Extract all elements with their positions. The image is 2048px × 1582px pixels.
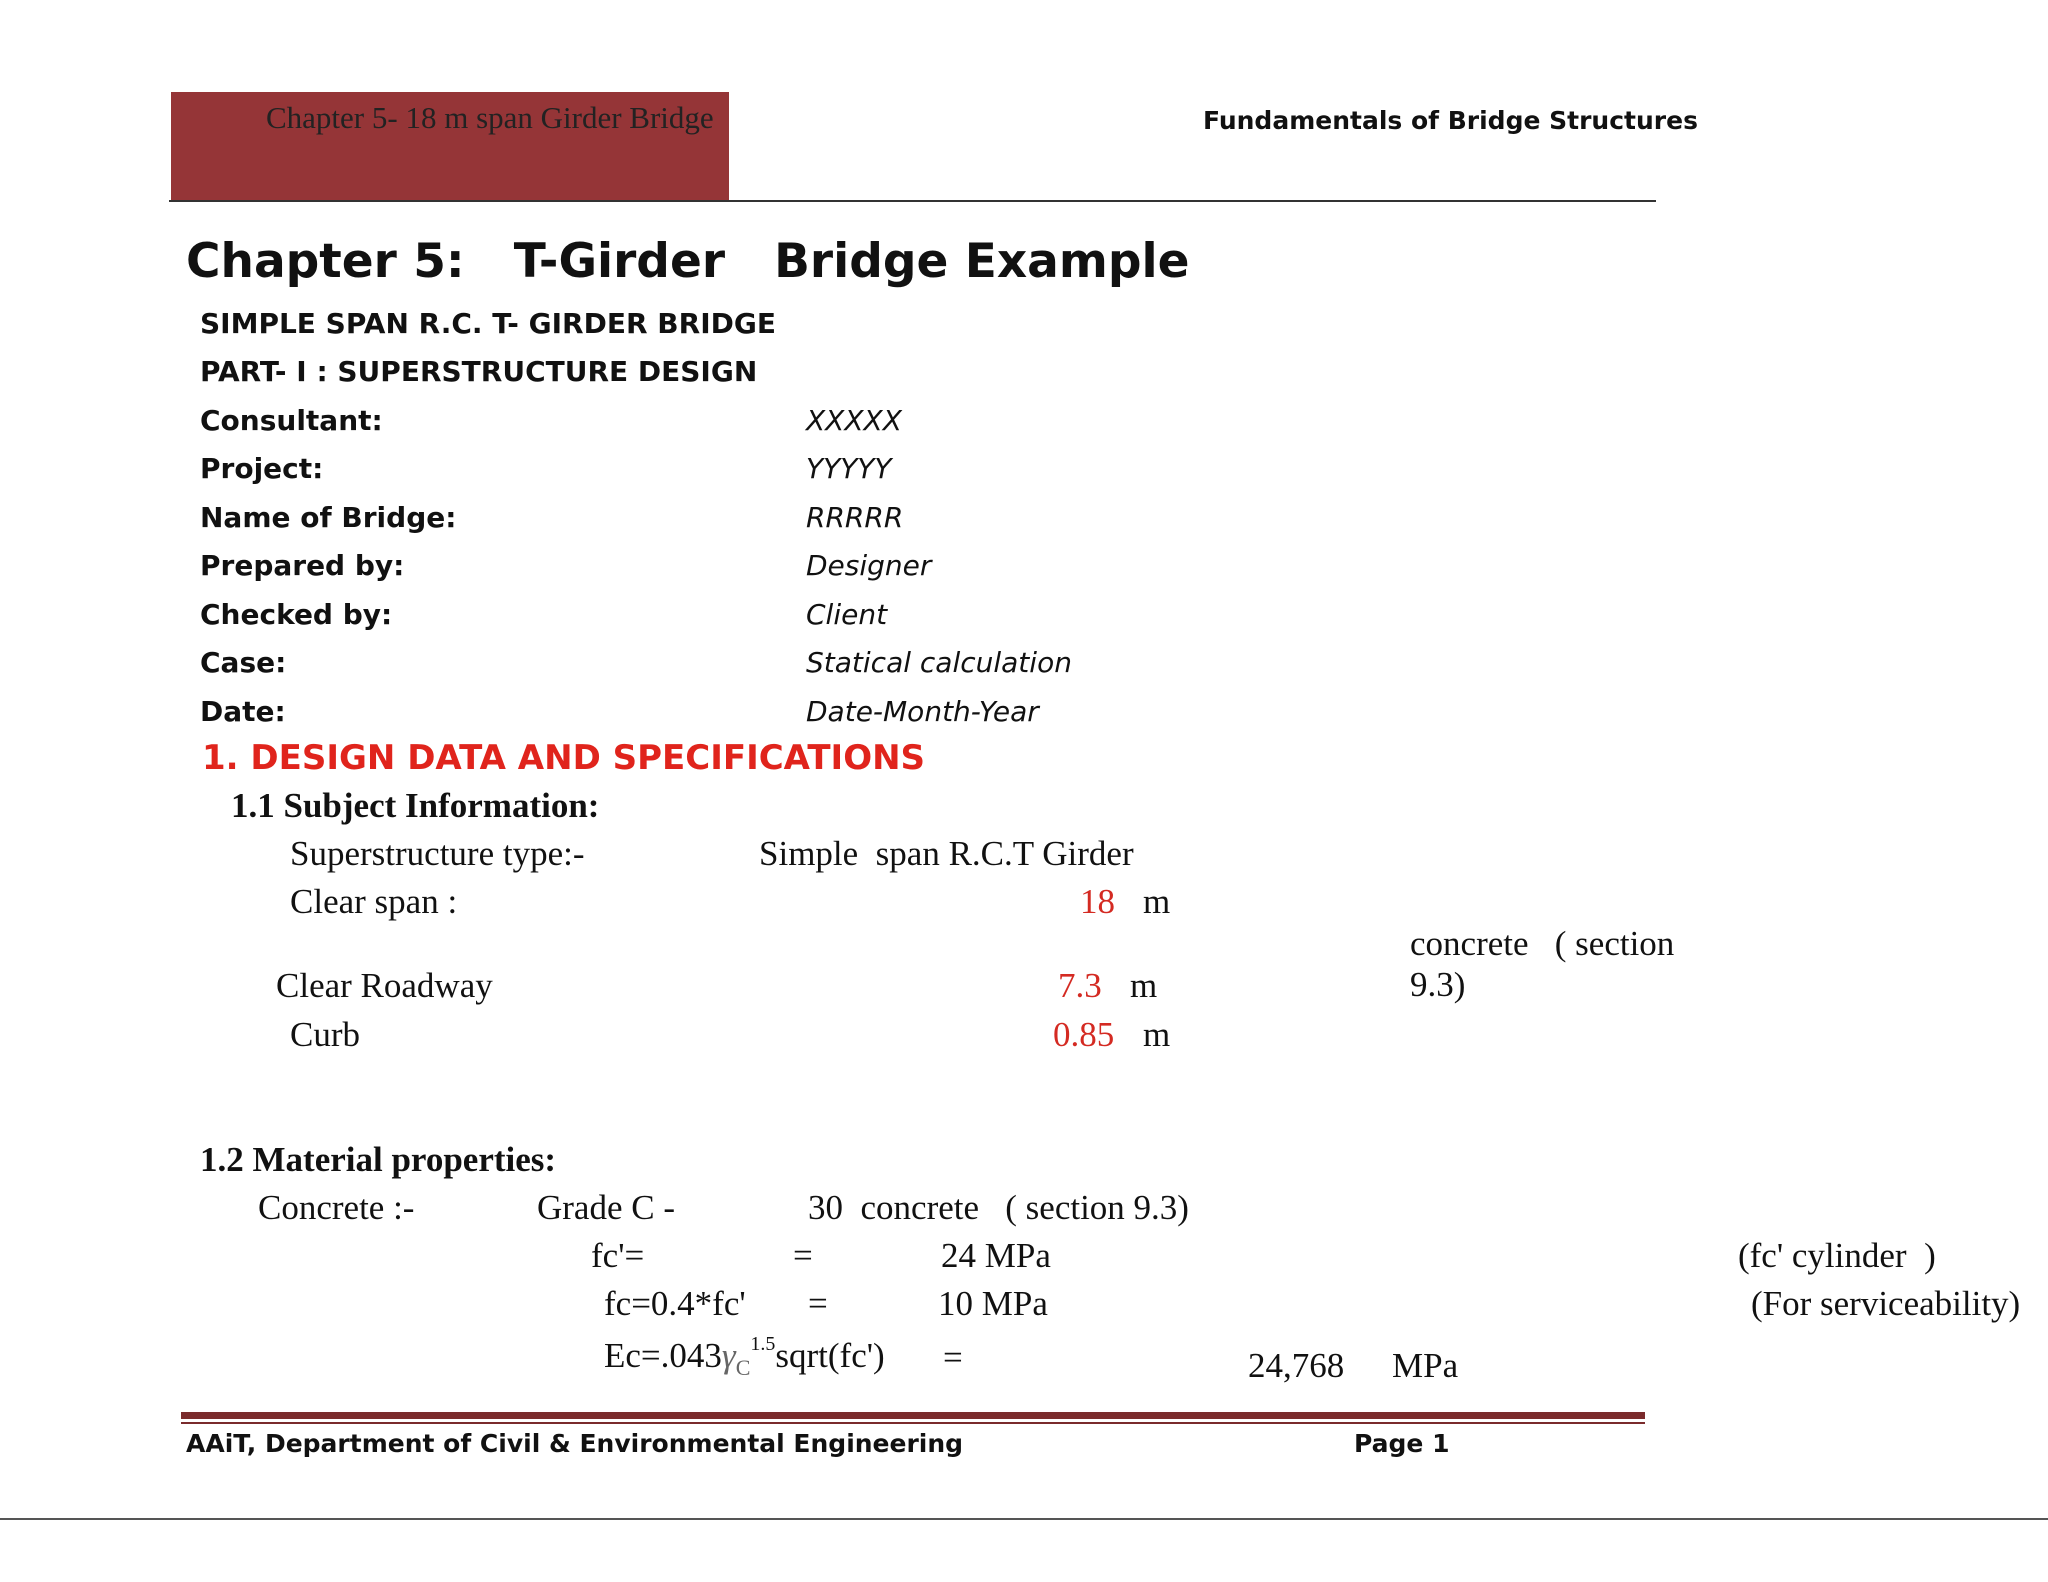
header-chapter-text: Chapter 5- 18 m span Girder Bridge <box>266 100 714 135</box>
info-value-date: Date-Month-Year <box>806 695 1039 728</box>
ec-formula-prefix: Ec=.043 <box>604 1336 722 1375</box>
clear-span-label: Clear span : <box>290 882 458 921</box>
info-value-checked-by: Client <box>806 598 888 631</box>
ec-formula-suffix: sqrt(fc') <box>775 1336 885 1375</box>
ec-formula <box>604 1333 885 1381</box>
subsection-heading-subject-info: 1.1 Subject Information: <box>231 786 600 825</box>
info-label-checked-by: Checked by: <box>200 598 393 631</box>
section-heading-design-data: 1. DESIGN DATA AND SPECIFICATIONS <box>202 738 926 778</box>
fc-prime-equals: = <box>793 1236 813 1275</box>
ec-value: 24,768 <box>1248 1346 1345 1385</box>
info-value-consultant: XXXXX <box>806 404 902 437</box>
fc-note: (For serviceability) <box>1751 1284 2021 1323</box>
fc-equals: = <box>808 1284 828 1323</box>
gamma-symbol: γ <box>721 1336 736 1375</box>
side-note-line2: 9.3) <box>1410 965 1466 1004</box>
clear-span-value: 18 <box>1080 882 1115 921</box>
clear-roadway-value: 7.3 <box>1058 966 1102 1005</box>
power-superscript: 1.5 <box>750 1333 776 1356</box>
fc-prime-value: 24 MPa <box>941 1236 1051 1275</box>
fc-prime-note: (fc' cylinder ) <box>1738 1236 1936 1275</box>
footer-rule-thin <box>181 1422 1645 1424</box>
info-label-date: Date: <box>200 695 286 728</box>
curb-value: 0.85 <box>1053 1015 1115 1054</box>
fc-value: 10 MPa <box>938 1284 1048 1323</box>
curb-unit: m <box>1143 1015 1171 1054</box>
fc-prime-label: fc'= <box>591 1236 645 1275</box>
info-label-bridge-name: Name of Bridge: <box>200 501 457 534</box>
footer-department: AAiT, Department of Civil & Environmental Engineering <box>186 1429 964 1458</box>
clear-roadway-label: Clear Roadway <box>276 966 493 1005</box>
subtitle-part: PART- I : SUPERSTRUCTURE DESIGN <box>200 355 758 388</box>
concrete-label: Concrete :- <box>258 1188 415 1227</box>
info-label-consultant: Consultant: <box>200 404 383 437</box>
info-value-case: Statical calculation <box>806 646 1072 679</box>
info-value-bridge-name: RRRRR <box>806 501 904 534</box>
info-label-project: Project: <box>200 452 324 485</box>
subsection-heading-material: 1.2 Material properties: <box>200 1140 557 1179</box>
superstructure-label: Superstructure type:- <box>290 834 585 873</box>
header-book-title: Fundamentals of Bridge Structures <box>1203 106 1698 135</box>
fc-label: fc=0.4*fc' <box>604 1284 746 1323</box>
grade-value: 30 concrete ( section 9.3) <box>808 1188 1189 1227</box>
page-title: Chapter 5: T-Girder Bridge Example <box>186 234 1190 289</box>
footer-rule <box>181 1412 1645 1419</box>
page-bottom-edge <box>0 1518 2048 1520</box>
footer-page-number: Page 1 <box>1354 1429 1450 1458</box>
curb-label: Curb <box>290 1015 360 1054</box>
info-value-prepared-by: Designer <box>806 549 932 582</box>
side-note-line1: concrete ( section <box>1410 924 1675 963</box>
info-value-project: YYYYY <box>806 452 892 485</box>
info-label-case: Case: <box>200 646 287 679</box>
ec-unit: MPa <box>1392 1346 1459 1385</box>
grade-label: Grade C - <box>537 1188 676 1227</box>
gamma-subscript: C <box>735 1355 751 1380</box>
subtitle-bridge-type: SIMPLE SPAN R.C. T- GIRDER BRIDGE <box>200 307 776 340</box>
info-label-prepared-by: Prepared by: <box>200 549 405 582</box>
clear-span-unit: m <box>1143 882 1171 921</box>
header-divider <box>169 200 1656 202</box>
clear-roadway-unit: m <box>1130 966 1158 1005</box>
superstructure-value: Simple span R.C.T Girder <box>759 834 1134 873</box>
ec-equals: = <box>943 1338 963 1377</box>
